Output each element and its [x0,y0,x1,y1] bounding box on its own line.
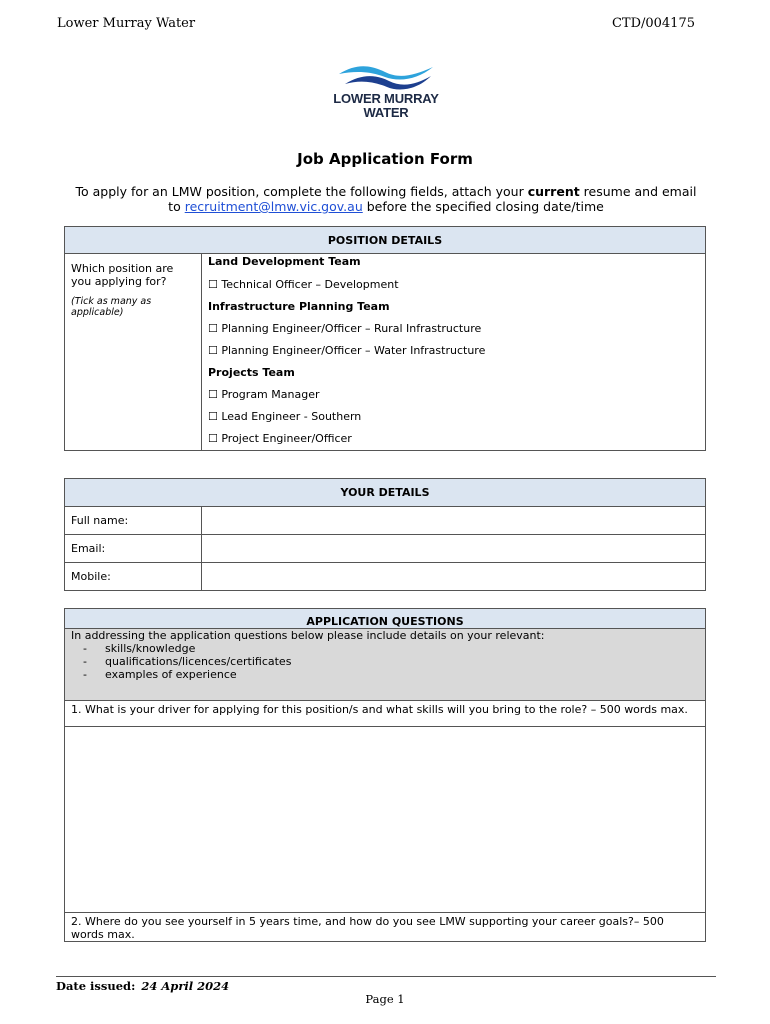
wave-logo-icon [337,62,435,92]
header-org: Lower Murray Water [57,16,196,31]
your-details-heading: YOUR DETAILS [65,479,706,507]
answer-1-field[interactable] [65,727,706,913]
questions-bullet-list [71,642,699,681]
your-details-table [64,478,706,591]
bullet-item: - examples of experience [105,668,699,681]
full-name-field[interactable] [202,507,706,535]
checkbox-project-engineer[interactable]: ☐ Project Engineer/Officer [208,432,352,445]
questions-intro-cell [65,629,706,701]
checkbox-planning-water[interactable]: ☐ Planning Engineer/Officer – Water Infrastructure [208,344,486,357]
question-1: 1. What is your driver for applying for this position/s and what skills will you bring to the role? – 500 words max. [65,701,706,727]
position-details-table [64,226,706,451]
team-land-development: Land Development Team [208,255,361,268]
footer-divider [56,976,716,977]
position-details-heading: POSITION DETAILS [65,227,706,254]
logo-line1: LOWER MURRAY [333,91,439,106]
position-options-cell [202,254,706,451]
logo-line2: WATER [363,105,409,120]
checkbox-technical-officer[interactable]: ☐ Technical Officer – Development [208,278,399,291]
intro-text: To apply for an LMW position, complete the following fields, attach your current resume and email to recruitment@lmw.vic.gov.au before the specified closing date/time [75,184,697,214]
team-projects: Projects Team [208,366,295,379]
checkbox-program-manager[interactable]: ☐ Program Manager [208,388,320,401]
full-name-label: Full name: [65,507,202,535]
form-title: Job Application Form [297,150,473,168]
bullet-item: - qualifications/licences/certificates [105,655,699,668]
page-number: Page 1 [365,992,405,1006]
email-label: Email: [65,535,202,563]
application-questions-table [64,608,706,942]
checkbox-lead-engineer[interactable]: ☐ Lead Engineer - Southern [208,410,362,423]
position-question-note: (Tick as many as applicable) [71,296,152,318]
mobile-label: Mobile: [65,563,202,591]
checkbox-planning-rural[interactable]: ☐ Planning Engineer/Officer – Rural Infrastructure [208,322,482,335]
application-questions-heading: APPLICATION QUESTIONS [65,609,706,629]
date-issued-value: 24 April 2024 [141,979,230,993]
position-question-cell [65,254,202,451]
date-issued [56,979,229,993]
team-infrastructure-planning: Infrastructure Planning Team [208,300,390,313]
date-issued-label: Date issued: [56,979,136,993]
position-question-label: Which position are you applying for? [71,262,174,288]
recruitment-email-link[interactable]: recruitment@lmw.vic.gov.au [184,199,363,214]
header-doc-code: CTD/004175 [611,16,695,31]
lmw-logo [318,62,454,120]
question-2: 2. Where do you see yourself in 5 years time, and how do you see LMW supporting your career goals?– 500 words max. [65,913,706,942]
bullet-item: - skills/knowledge [105,642,699,655]
questions-intro-text: In addressing the application questions below please include details on your relevant: [71,629,545,642]
mobile-field[interactable] [202,563,706,591]
email-field[interactable] [202,535,706,563]
